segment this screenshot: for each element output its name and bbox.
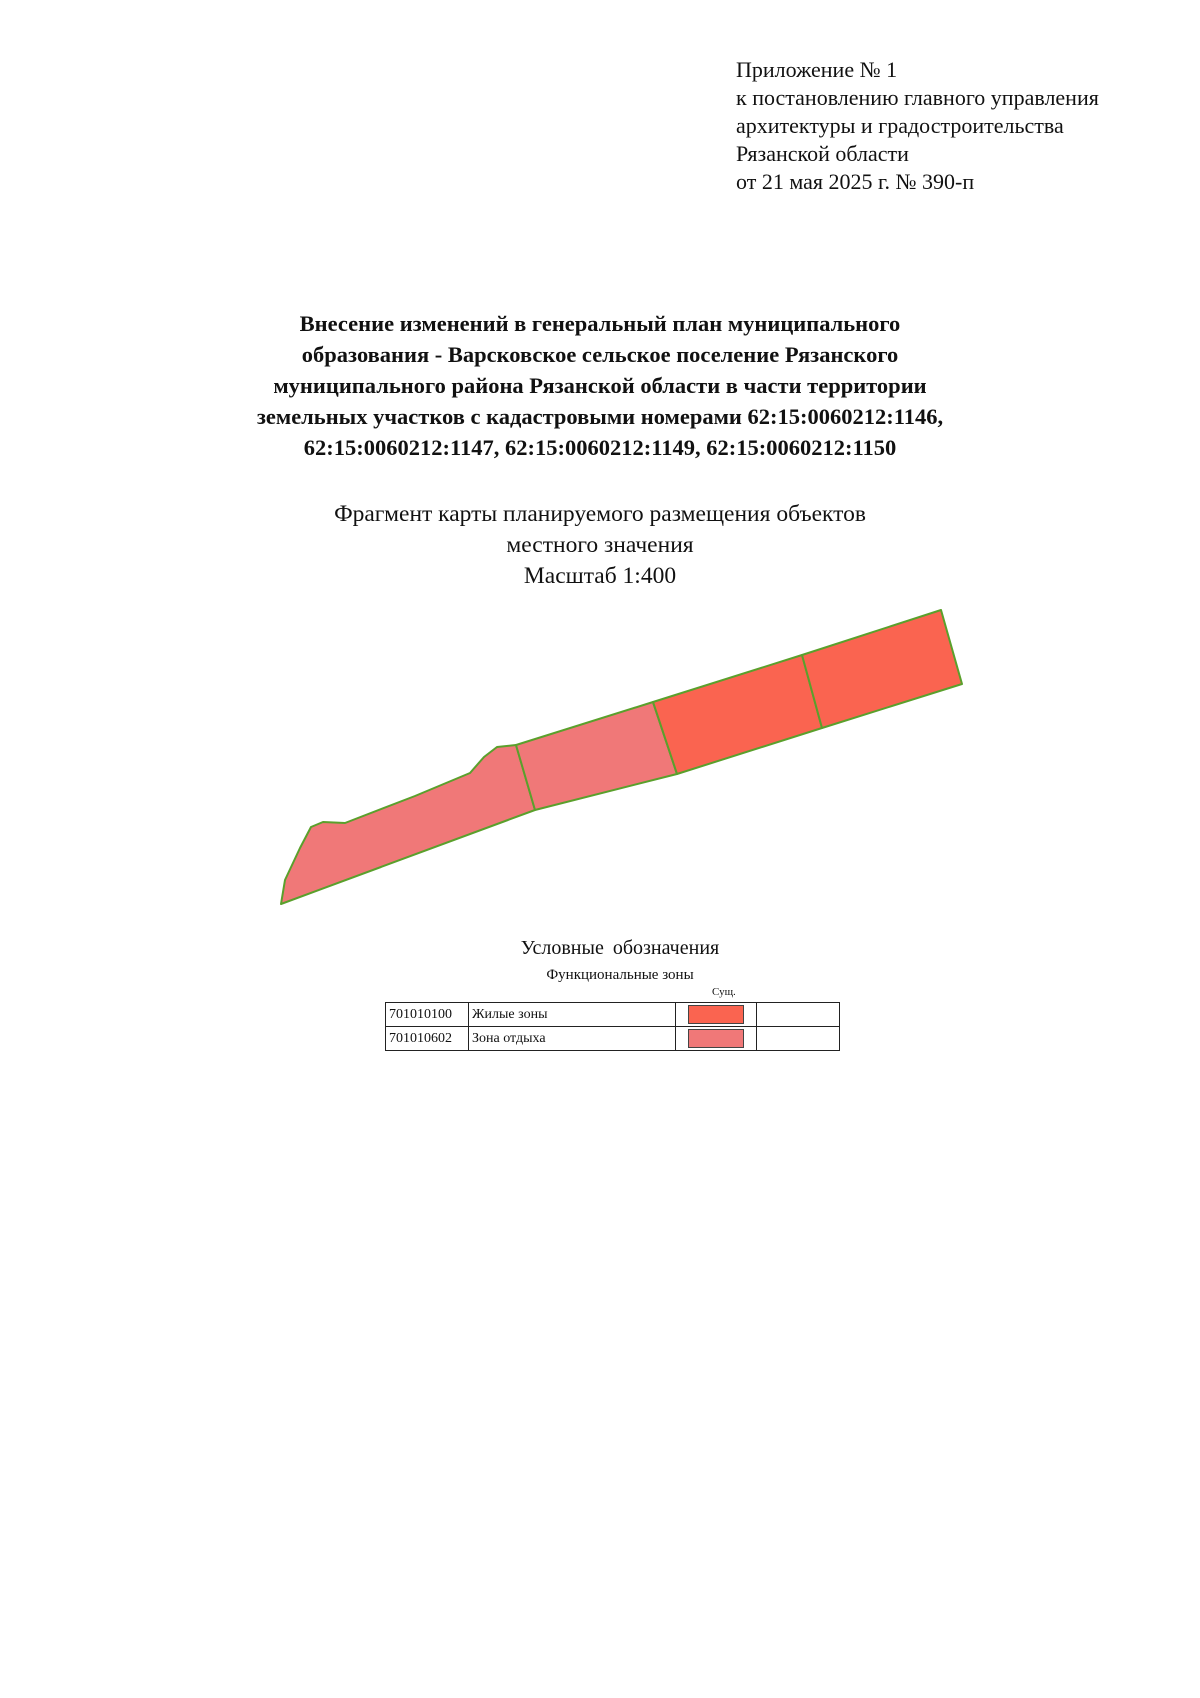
legend-row bbox=[386, 1027, 840, 1051]
title-line: муниципального района Рязанской области в части территории bbox=[273, 373, 927, 398]
legend-subheading: Функциональные зоны bbox=[546, 967, 694, 983]
title-line: Внесение изменений в генеральный план муниципального bbox=[299, 311, 901, 336]
legend-table bbox=[385, 1002, 840, 1051]
map-heading-line: Фрагмент карты планируемого размещения объектов bbox=[334, 501, 866, 527]
parcel-1 bbox=[281, 745, 535, 904]
title-line: 62:15:0060212:1147, 62:15:0060212:1149, 62:15:0060212:1150 bbox=[303, 435, 897, 460]
legend-code: 701010602 bbox=[386, 1027, 469, 1051]
appendix-line: архитектуры и градостроительства bbox=[736, 113, 1064, 138]
legend-row bbox=[386, 1003, 840, 1027]
legend-code: 701010100 bbox=[386, 1003, 469, 1027]
map-scale: Масштаб 1:400 bbox=[523, 563, 677, 589]
appendix-line: к постановлению главного управления bbox=[736, 85, 1099, 110]
parcel-4 bbox=[802, 610, 962, 728]
appendix-block bbox=[736, 56, 1099, 196]
legend-label: Зона отдыха bbox=[469, 1027, 676, 1051]
appendix-line: от 21 мая 2025 г. № 390-п bbox=[736, 169, 975, 194]
title-line: земельных участков с кадастровыми номерами 62:15:0060212:1146, bbox=[256, 404, 944, 429]
parcel-3 bbox=[653, 655, 822, 774]
map-heading bbox=[100, 499, 1100, 592]
parcel-2 bbox=[516, 702, 677, 810]
appendix-line: Рязанской области bbox=[736, 141, 909, 166]
title-line: образования - Варсковское сельское поселение Рязанского bbox=[301, 342, 899, 367]
document-title bbox=[100, 308, 1100, 463]
legend-label: Жилые зоны bbox=[469, 1003, 676, 1027]
appendix-line: Приложение № 1 bbox=[736, 57, 898, 82]
legend-heading: Условные обозначения bbox=[520, 937, 720, 959]
legend-swatch bbox=[688, 1029, 744, 1048]
map-heading-line: местного значения bbox=[506, 532, 694, 558]
legend-swatch bbox=[688, 1005, 744, 1024]
legend-column-header: Сущ. bbox=[712, 986, 736, 998]
